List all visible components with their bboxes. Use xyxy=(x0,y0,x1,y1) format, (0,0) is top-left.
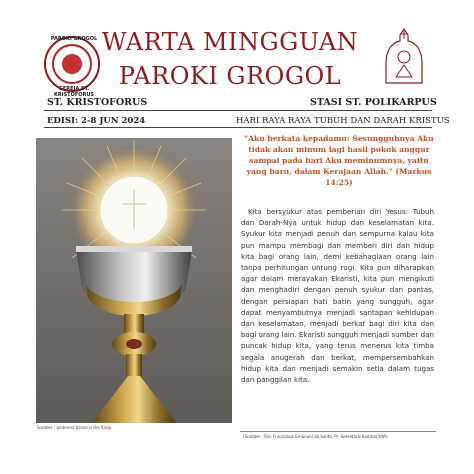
chalice-photo xyxy=(36,138,232,423)
parish-logo xyxy=(44,36,100,98)
source-credit: (Sumber : Rm. Fransiskus Emanuel da Santo, Pr. Sekretaris Komkat KWI) xyxy=(243,434,388,439)
edition-date: EDISI: 2-8 JUN 2024 xyxy=(47,116,146,126)
logo-emblem-icon xyxy=(62,54,82,74)
station-logo-icon xyxy=(384,27,424,87)
station-name: STASI ST. POLIKARPUS xyxy=(310,97,437,108)
logo-text-top: PAROKI GROGOL xyxy=(50,36,98,42)
article-body: Kita bersyukur atas pemberian diri Yesus: Tubuh dan Darah-Nya untuk hidup dan keselamatan kita. Syukur kita menjadi penuh dan sempurna kalau kita pun mampu membagi dan memberi diri dan hidup kita bagi orang lain, demi kebahagiaan orang lain tanpa perhitungan untung rugi. Kita pun diharapkan agar dalam merayakan Ekaristi, kita pun mengikuti dan menghadiri dengan penuh syukur dan pantas, dengan persiapan hati batin yang sungguh, agar dapat menyambutnya menjadi santapan kehidupan dan keselamatan, menjadi berkat bagi diri kita dan bagi orang lain. Ekaristi sungguh menjadi sumber dan puncak hidup kita, yang terus menerus kita timba segala anugerah dan berkat, mempersembahkan hidup kita dan menjadi semakin setia dalam tugas dan panggilan kita. xyxy=(241,207,434,385)
logo-text-bottom: GEREJA ST. KRISTOFORUS xyxy=(53,86,95,98)
divider xyxy=(240,431,436,432)
scripture-quote: "Aku berkata kepadamu: Sesungguhnya Aku tidak akan minum lagi hasil pokok anggur sampai pada hari Aku meminumnya, yaitu yang baru, dalam Kerajaan Allah." (Markus 14:25) xyxy=(244,134,434,187)
divider xyxy=(44,110,432,111)
feast-title: HARI RAYA RAYA TUBUH DAN DARAH KRISTUS xyxy=(236,116,450,126)
divider xyxy=(44,127,432,128)
newsletter-title-line2: PAROKI GROGOL xyxy=(118,62,342,90)
newsletter-title-line1: WARTA MINGGUAN xyxy=(101,28,359,56)
parish-name: ST. KRISTOFORUS xyxy=(47,97,148,108)
photo-caption: Sumber : pinterest (Jesus is the King) xyxy=(37,425,112,430)
